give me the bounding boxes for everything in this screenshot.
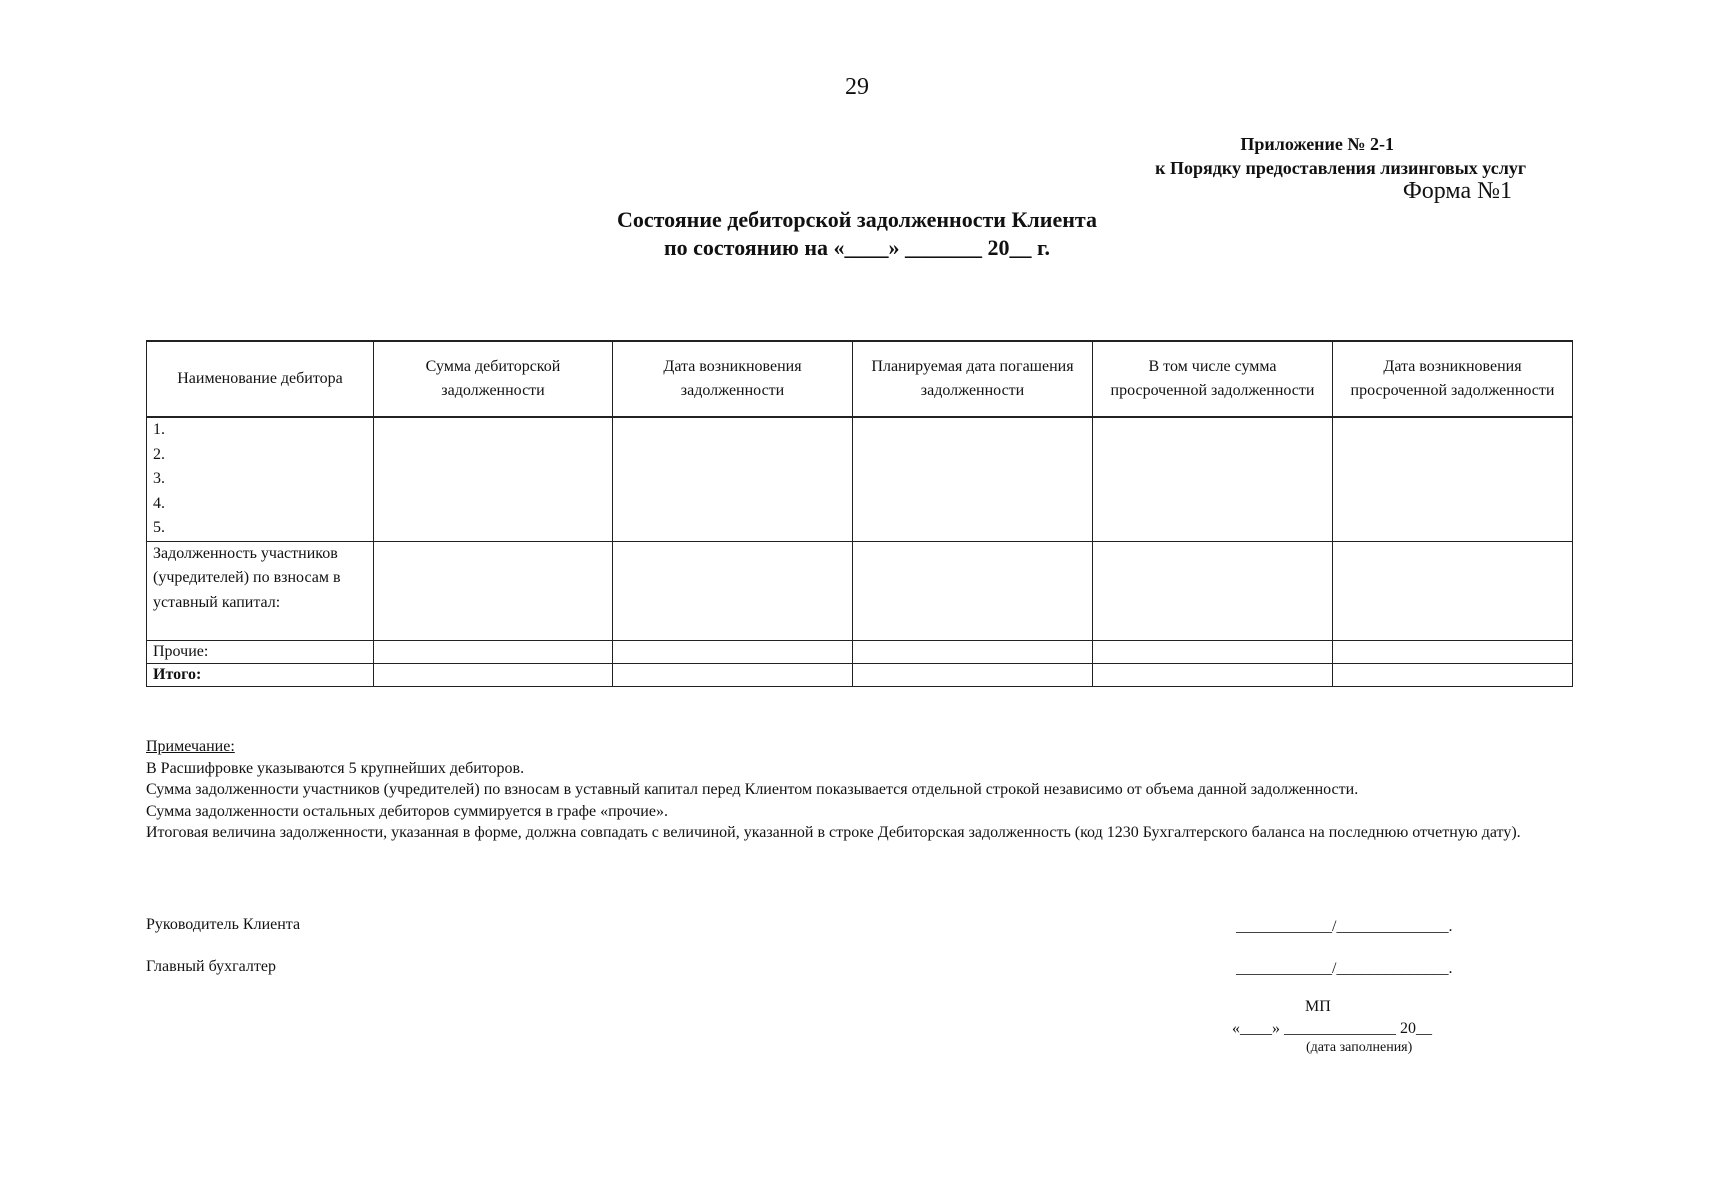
form-number: Форма №1 — [1402, 178, 1512, 204]
header-overdue-amount: В том числе сумма просроченной задолженности — [1093, 341, 1333, 417]
table-row-founders — [147, 541, 1573, 640]
row-number: 2. — [153, 445, 165, 463]
notes-section — [146, 736, 1586, 844]
empty-cell — [853, 541, 1093, 640]
empty-cell — [374, 640, 613, 663]
header-debt-amount: Сумма дебиторской задолженности — [374, 341, 613, 417]
head-signature-label: Руководитель Клиента — [146, 916, 301, 933]
empty-cell — [1093, 417, 1333, 541]
appendix-number: Приложение № 2-1 — [1240, 134, 1394, 154]
empty-cell — [613, 541, 853, 640]
empty-cell — [1093, 663, 1333, 686]
row-number: 4. — [153, 494, 165, 512]
empty-cell — [1333, 663, 1573, 686]
empty-cell — [1333, 640, 1573, 663]
empty-cell — [374, 541, 613, 640]
empty-cell — [613, 663, 853, 686]
head-signature-line: ____________/______________. — [1236, 918, 1453, 935]
note-line: Сумма задолженности участников (учредителей) по взносам в уставный капитал перед Клиентом показывается отдельной строкой независимо от объема данной задолженности. — [146, 781, 1359, 798]
table-row-other — [147, 640, 1573, 663]
fill-date-line: «____» ______________ 20__ — [1232, 1020, 1432, 1037]
accountant-signature-label: Главный бухгалтер — [146, 958, 276, 975]
row-number: 1. — [153, 421, 165, 438]
row-number: 3. — [153, 470, 165, 487]
table-header-row — [147, 341, 1573, 417]
empty-cell — [613, 640, 853, 663]
appendix-header — [1155, 132, 1526, 180]
table-row-debtors — [147, 417, 1573, 541]
row-number: 5. — [153, 519, 165, 536]
empty-cell — [1333, 417, 1573, 541]
note-line: В Расшифровке указываются 5 крупнейших дебиторов. — [146, 759, 525, 777]
fill-date-caption: (дата заполнения) — [1306, 1040, 1413, 1055]
founders-debt-label: Задолженность участников (учредителей) по взносам в уставный капитал: — [147, 541, 374, 640]
debtors-table — [146, 340, 1573, 687]
empty-cell — [853, 663, 1093, 686]
empty-cell — [1093, 640, 1333, 663]
empty-cell — [853, 640, 1093, 663]
debtor-numbers-cell — [147, 417, 374, 541]
page-number: 29 — [845, 74, 869, 100]
note-line: Сумма задолженности остальных дебиторов суммируется в графе «прочие». — [146, 802, 668, 820]
note-line: Итоговая величина задолженности, указанная в форме, должна совпадать с величиной, указанной в строке Дебиторская задолженность (код 1230 Бухгалтерского баланса на последнюю отчетную дату). — [146, 824, 1521, 841]
header-debtor-name: Наименование дебитора — [147, 341, 374, 417]
empty-cell — [853, 417, 1093, 541]
other-label: Прочие: — [147, 640, 374, 663]
empty-cell — [1333, 541, 1573, 640]
stamp-placeholder: МП — [1305, 998, 1331, 1015]
header-overdue-date: Дата возникновения просроченной задолженности — [1333, 341, 1573, 417]
empty-cell — [613, 417, 853, 541]
empty-cell — [374, 663, 613, 686]
document-title — [0, 206, 1714, 262]
table-row-total — [147, 663, 1573, 686]
notes-heading: Примечание: — [146, 738, 235, 755]
accountant-signature-line: ____________/______________. — [1236, 960, 1453, 977]
empty-cell — [374, 417, 613, 541]
title-line-2: по состоянию на «____» _______ 20__ г. — [663, 235, 1051, 260]
empty-cell — [1093, 541, 1333, 640]
header-debt-date: Дата возникновения задолженности — [613, 341, 853, 417]
total-label: Итого: — [147, 663, 374, 686]
title-line-1: Состояние дебиторской задолженности Клиента — [617, 207, 1097, 232]
header-planned-repayment: Планируемая дата погашения задолженности — [853, 341, 1093, 417]
appendix-reference: к Порядку предоставления лизинговых услуг — [1155, 158, 1526, 178]
